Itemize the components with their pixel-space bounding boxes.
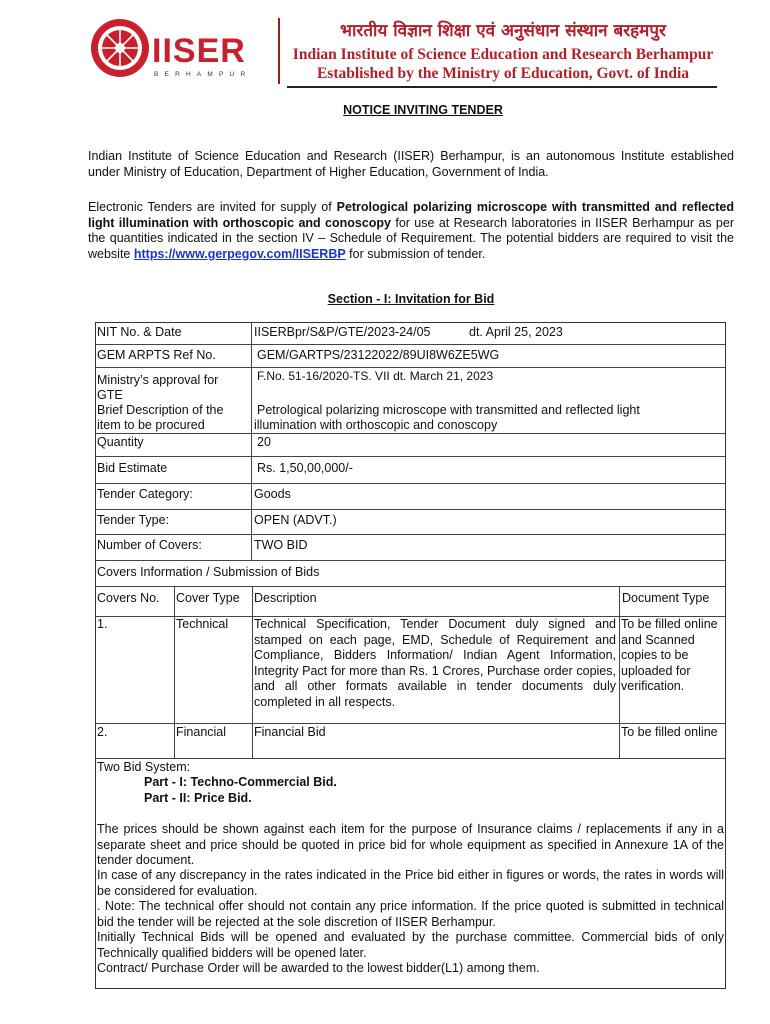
svg-text:IISER: IISER [152,32,246,70]
cover-2-type: Financial [176,725,227,739]
row-divider [96,483,725,484]
estimate-value: Rs. 1,50,00,000/- [257,461,353,475]
cover-1-description: Technical Specification, Tender Document duly signed and stamped on each page, EMD, Schedule of Requirement and Compliance, Bidders Information/ Indian Agent Information, Integrity Pact for more than Rs. 1 Crores, Purchase order copies, and all other formats available in tender documents duly completed in all respects. [254,617,616,709]
gem-label: GEM ARPTS Ref No. [97,348,216,362]
covers-col-divider [252,586,253,758]
two-bid-label: Two Bid System: [97,760,191,774]
category-value: Goods [254,487,291,501]
table-col-divider [251,323,252,560]
covers-col-divider [619,586,620,758]
cover-2-no: 2. [97,725,108,739]
tender-suffix: for submission of tender. [345,246,486,261]
estimate-label: Bid Estimate [97,461,168,475]
row-divider [96,344,725,345]
two-bid-part-1: Part - I: Techno-Commercial Bid. [144,775,337,789]
svg-text:BERHAMPUR: BERHAMPUR [154,71,252,78]
note-prices: The prices should be shown against each item for the purpose of Insurance claims / replacements if any in a separate sheet and price should be quoted in price bid for whole equipment as specified in Annexure 1A of the tender document. [97,822,724,867]
nit-date: dt. April 25, 2023 [469,325,563,339]
covers-header-type: Cover Type [176,591,240,605]
covers-info: Covers Information / Submission of Bids [97,565,320,579]
row-divider [96,723,725,724]
wheel-emblem-icon [91,19,149,77]
established-line: Established by the Ministry of Education, Govt. of India [316,65,690,82]
iiser-logo [88,12,274,82]
note-award: Contract/ Purchase Order will be awarded to the lowest bidder(L1) among them. [97,961,540,975]
row-divider [96,509,725,510]
ministry-label-2: GTE [97,388,123,402]
cover-1-type: Technical [176,617,229,631]
nit-value: IISERBpr/S&P/GTE/2023-24/05 [254,325,431,339]
letterhead [88,12,718,88]
brief-value: Petrological polarizing microscope with transmitted and reflected light [257,403,640,417]
cover-2-description: Financial Bid [254,725,326,739]
institute-name-hindi: भारतीय विज्ञान शिक्षा एवं अनुसंधान संस्थान बरहमपुर [340,21,666,41]
institute-name: Indian Institute of Science Education and Research Berhampur [292,46,714,63]
category-label: Tender Category: [97,487,193,501]
type-label: Tender Type: [97,513,170,527]
note-opening: Initially Technical Bids will be opened and evaluated by the purchase committee. Commercial bids of only Technically qualified bidders will be opened later. [97,930,724,960]
tender-website-link[interactable]: https://www.gerpegov.com/IISERBP [133,246,346,261]
invitation-table [95,322,726,989]
covers-value: TWO BID [254,538,308,552]
two-bid-part-2: Part - II: Price Bid. [144,791,252,805]
covers-col-divider [174,586,175,758]
row-divider [96,456,725,457]
header-divider [278,18,280,84]
tender-middle: for use at Research laboratories in IISER Berhampur as per the quantities indicated in the section IV – Schedule of Requirement. The potential bidders are required to visit the website [88,215,734,261]
cover-2-doc-type: To be filled online [621,725,718,739]
brief-label-2: item to be procured [97,418,205,432]
tender-paragraph [88,200,734,262]
row-divider [96,560,725,561]
row-divider [96,367,725,368]
quantity-label: Quantity [97,435,144,449]
gem-value: GEM/GARTPS/23122022/89UI8W6ZE5WG [257,348,500,362]
cover-1-doc-type: To be filled online and Scanned copies to be uploaded for verification. [621,617,718,693]
nit-label: NIT No. & Date [97,325,182,339]
covers-header-doc-type: Document Type [622,591,710,605]
covers-header-description: Description [254,591,317,605]
brief-label: Brief Description of the [97,403,224,417]
cover-1-no: 1. [97,617,108,631]
ministry-value: F.No. 51-16/2020-TS. VII dt. March 21, 2023 [257,369,494,383]
row-divider [96,758,725,759]
row-divider [96,534,725,535]
item-description: Petrological polarizing microscope with transmitted and reflected light illumination with orthoscopic and conoscopy [88,200,734,230]
brief-value-2: illumination with orthoscopic and conoscopy [254,418,498,432]
intro-paragraph: Indian Institute of Science Education and Research (IISER) Berhampur, is an autonomous Institute established under Ministry of Education, Department of Higher Education, Government of India. [88,149,734,179]
row-divider [96,586,725,587]
header-rule [287,86,717,88]
section-title: Section - I: Invitation for Bid [327,292,495,306]
type-value: OPEN (ADVT.) [254,513,337,527]
covers-label: Number of Covers: [97,538,202,552]
note-discrepancy: In case of any discrepancy in the rates indicated in the Price bid either in figures or words, the rates in words will be considered for evaluation. [97,868,724,898]
covers-header-no: Covers No. [97,591,160,605]
note-technical-offer: . Note: The technical offer should not contain any price information. If the price quoted is submitted in technical bid the tender will be rejected at the sole discretion of IISER Berhampur. [97,899,724,929]
notice-title: NOTICE INVITING TENDER [343,103,503,117]
quantity-value: 20 [257,435,271,449]
tender-prefix: Electronic Tenders are invited for supply of [88,200,337,214]
ministry-label: Ministry’s approval for [97,373,219,387]
